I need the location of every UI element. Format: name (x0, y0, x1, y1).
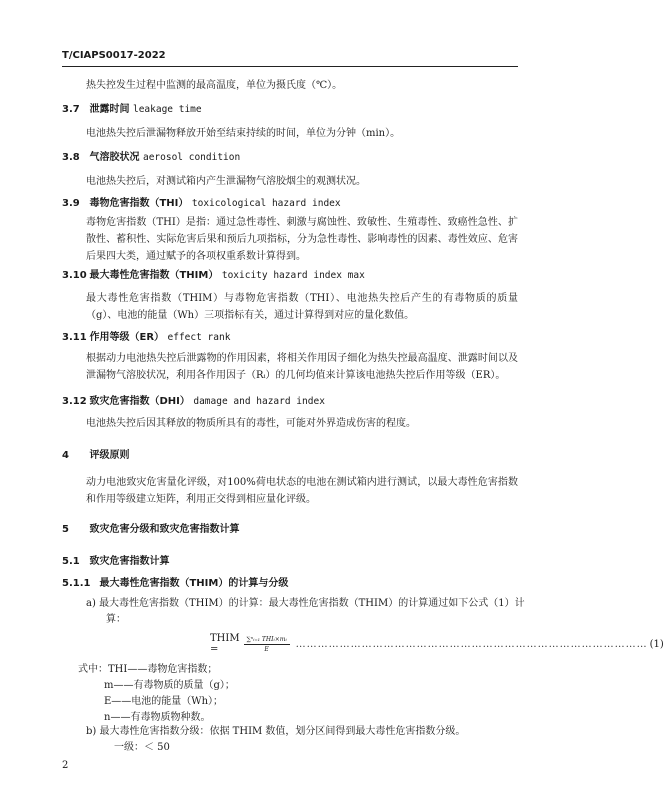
formula-fraction (244, 636, 290, 653)
section-3-7-heading (62, 100, 518, 120)
section-title-english: effect rank (167, 332, 231, 343)
section-3-12-body: 电池热失控后因其释放的物质所具有的毒性，可能对外界造成伤害的程度。 (86, 418, 416, 429)
section-5-1-heading (62, 552, 518, 572)
formula-numerator: ∑ⁿᵢ₌₁ THIᵢ×mᵢ (246, 635, 287, 643)
section-3-10-body: 最大毒性危害指数（THIM）与毒物危害指数（THI）、电池热失控后产生的有毒物质的质量（g）、电池的能量（Wh）三项指标有关，通过计算得到对应的量化数值。 (86, 293, 518, 321)
section-title-english: leakage time (132, 104, 202, 115)
definition-thi: 式中：THI——毒物危害指数； (78, 664, 218, 675)
section-title: 评级原则 (89, 450, 130, 461)
section-title: 泄露时间 (89, 104, 130, 115)
section-title-english: damage and hazard index (193, 396, 325, 407)
page-number: 2 (62, 760, 69, 771)
section-4-body: 动力电池致灾危害量化评级，对100%荷电状态的电池在测试箱内进行测试，以最大毒性危害指数和作用等级建立矩阵，利用正交得到相应量化评级。 (86, 477, 518, 505)
section-title: 最大毒性危害指数（THIM）的计算与分级 (99, 578, 289, 589)
section-5-1-1-heading (62, 574, 518, 594)
section-3-9-body: 毒物危害指数（THI）是指：通过急性毒性、刺激与腐蚀性、致敏性、生殖毒性、致癌性急性、扩散性、蓄积性、实际危害后果和预后九项指标，分为急性毒性、影响毒性的因素、毒性效应、危害后果四大类，通过赋予的各项权重系数计算得到。 (86, 217, 518, 262)
section-title-english: toxicity hazard index max (221, 270, 365, 281)
section-3-8-heading (62, 148, 518, 168)
section-title-english: toxicological hazard index (191, 198, 341, 209)
section-4-heading (62, 446, 518, 466)
section-number: 5.1 (62, 556, 80, 567)
section-number: 3.10 (62, 270, 87, 281)
formula-denominator: E (264, 645, 269, 653)
section-3-8-body: 电池热失控后，对测试箱内产生泄漏物气溶胶烟尘的观测状况。 (86, 176, 366, 187)
section-3-11-heading (62, 328, 518, 348)
list-item-b (62, 722, 518, 742)
section-3-12-heading (62, 392, 518, 412)
section-3-7-body: 电池热失控后泄漏物释放开始至结束持续的时间，单位为分钟（min）。 (86, 128, 401, 139)
section-number: 3.12 (62, 396, 87, 407)
section-3-6-body: 热失控发生过程中监测的最高温度，单位为摄氏度（℃）。 (86, 80, 343, 91)
formula-lhs: THIM = (210, 633, 240, 655)
standard-code: T/CIAPS0017-2022 (62, 50, 166, 61)
definition-n: n——有毒物质物种数。 (104, 712, 211, 723)
list-item-a-continuation: 算： (106, 614, 126, 625)
definition-e: E——电池的能量（Wh）； (104, 696, 224, 707)
section-number: 3.8 (62, 152, 80, 163)
list-item-a (62, 596, 525, 612)
section-title: 最大毒性危害指数（THIM） (89, 270, 219, 281)
section-title: 作用等级（ER） (89, 332, 165, 343)
list-item-text: 最大毒性危害指数分级：依据 THIM 数值，划分区间得到最大毒性危害指数分级。 (99, 726, 466, 737)
list-item-text: 最大毒性危害指数（THIM）的计算：最大毒性危害指数（THIM）的计算通过如下公式（1）计 (99, 598, 525, 609)
section-number: 5 (62, 524, 69, 535)
section-title: 气溶胶状况 (89, 152, 140, 163)
section-3-9-heading (62, 194, 518, 214)
definition-m: m——有毒物质的质量（g）； (104, 680, 235, 691)
section-title: 致灾危害指数（DHI） (89, 396, 190, 407)
section-number: 3.11 (62, 332, 87, 343)
list-marker: a) (86, 598, 96, 609)
formula-thim (210, 630, 664, 658)
list-marker: b) (86, 726, 97, 737)
section-number: 4 (62, 450, 69, 461)
header-rule (62, 66, 518, 67)
section-number: 3.7 (62, 104, 80, 115)
leader-dots: …………………………………………………………………………………… (295, 638, 648, 650)
fraction-bar (244, 644, 290, 645)
section-5-heading (62, 520, 518, 540)
section-number: 3.9 (62, 198, 80, 209)
section-3-11-body: 根据动力电池热失控后泄露物的作用因素，将相关作用因子细化为热失控最高温度、泄露时间以及泄漏物气溶胶状况，利用各作用因子（Rᵢ）的几何均值来计算该电池热失控后作用等级（ER）。 (86, 353, 518, 381)
level-1-threshold: 一级：＜ 50 (114, 742, 170, 753)
section-title: 毒物危害指数（THI） (89, 198, 189, 209)
section-title: 致灾危害指数计算 (89, 556, 170, 567)
equation-number: (1) (649, 638, 664, 650)
section-number: 5.1.1 (62, 578, 91, 589)
section-3-10-heading (62, 266, 518, 286)
section-title: 致灾危害分级和致灾危害指数计算 (89, 524, 240, 535)
section-title-english: aerosol condition (142, 152, 241, 163)
